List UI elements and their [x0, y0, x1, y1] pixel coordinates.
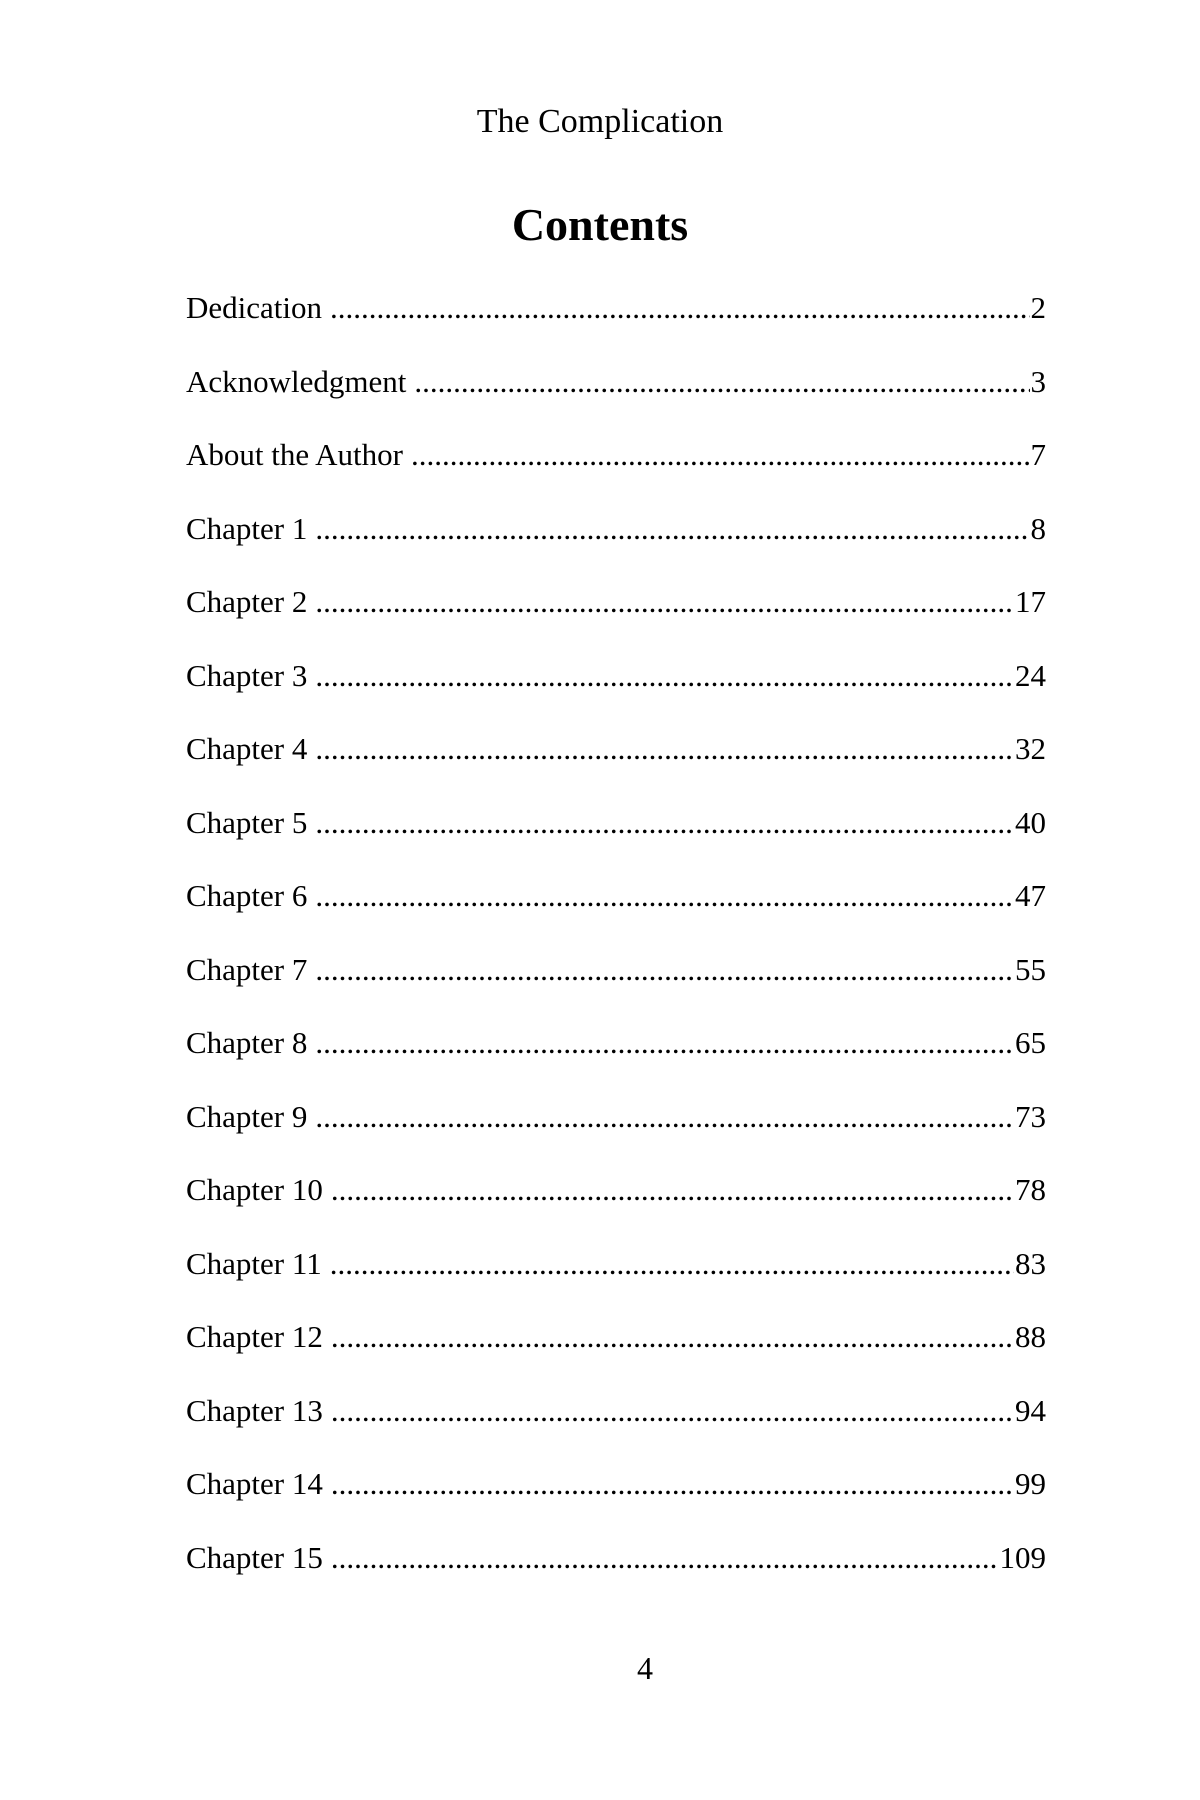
dot-leader: [330, 288, 1029, 328]
toc-entry-label: Chapter 13: [186, 1392, 323, 1428]
toc-entry[interactable]: [186, 1023, 1046, 1097]
dot-leader: [315, 1097, 1014, 1137]
toc-entry[interactable]: [186, 876, 1046, 950]
toc-entry-label: Acknowledgment: [186, 363, 407, 399]
toc-entry-page: 88: [1015, 1319, 1046, 1354]
running-header: The Complication: [476, 103, 724, 140]
dot-leader: [331, 1317, 1014, 1357]
dot-leader: [331, 1464, 1014, 1504]
toc-entry-page: 83: [1015, 1245, 1046, 1281]
dot-leader: [315, 729, 1014, 769]
dot-leader: [414, 362, 1029, 402]
toc-entry[interactable]: [186, 1464, 1046, 1538]
toc-entry[interactable]: [186, 656, 1046, 730]
toc-entry-label: Chapter 12: [186, 1319, 323, 1354]
toc-entry-label: Chapter 7: [186, 951, 308, 987]
toc-entry-label: Chapter 10: [186, 1172, 323, 1207]
toc-entry[interactable]: [186, 950, 1046, 1024]
toc-entry-page: 7: [1030, 437, 1046, 472]
table-of-contents: [186, 288, 1046, 1611]
dot-leader: [331, 1538, 999, 1578]
dot-leader: [315, 1023, 1014, 1063]
toc-entry[interactable]: [186, 509, 1046, 583]
dot-leader: [315, 509, 1029, 549]
dot-leader: [411, 435, 1030, 475]
toc-entry-page: 55: [1015, 951, 1046, 987]
toc-entry[interactable]: [186, 1170, 1046, 1244]
toc-entry-page: 109: [999, 1539, 1046, 1575]
dot-leader: [315, 582, 1014, 622]
toc-entry-label: About the Author: [186, 437, 403, 472]
dot-leader: [315, 656, 1014, 696]
toc-entry[interactable]: [186, 1097, 1046, 1171]
toc-entry-label: Chapter 5: [186, 804, 308, 840]
toc-entry-label: Chapter 6: [186, 878, 308, 913]
toc-entry-page: 32: [1015, 731, 1046, 766]
toc-entry[interactable]: [186, 362, 1046, 436]
toc-entry-page: 94: [1015, 1392, 1046, 1428]
toc-entry-page: 65: [1015, 1025, 1046, 1060]
toc-entry-page: 40: [1015, 804, 1046, 840]
toc-entry-page: 8: [1030, 510, 1046, 546]
dot-leader: [330, 1244, 1014, 1284]
dot-leader: [315, 950, 1014, 990]
dot-leader: [315, 803, 1014, 843]
toc-entry[interactable]: [186, 1244, 1046, 1318]
toc-entry-label: Chapter 1: [186, 510, 308, 546]
toc-entry-label: Chapter 8: [186, 1025, 308, 1060]
toc-entry[interactable]: [186, 803, 1046, 877]
dot-leader: [331, 1170, 1014, 1210]
toc-entry[interactable]: [186, 288, 1046, 362]
toc-entry-label: Chapter 15: [186, 1539, 323, 1575]
toc-entry-label: Chapter 11: [186, 1245, 322, 1281]
dot-leader: [331, 1391, 1014, 1431]
toc-entry-label: Chapter 4: [186, 731, 308, 766]
toc-entry-page: 99: [1015, 1466, 1046, 1501]
toc-entry-label: Chapter 2: [186, 584, 308, 619]
page-number: 4: [637, 1650, 653, 1686]
toc-entry[interactable]: [186, 1538, 1046, 1612]
toc-entry-page: 17: [1015, 584, 1046, 619]
toc-entry-page: 73: [1015, 1098, 1046, 1134]
toc-entry[interactable]: [186, 1317, 1046, 1391]
toc-entry-page: 47: [1015, 878, 1046, 913]
toc-entry[interactable]: [186, 1391, 1046, 1465]
toc-entry-label: Chapter 3: [186, 657, 308, 693]
toc-entry-page: 78: [1015, 1172, 1046, 1207]
toc-entry-label: Chapter 14: [186, 1466, 323, 1501]
toc-entry-label: Dedication: [186, 290, 323, 325]
contents-heading: Contents: [511, 199, 689, 250]
dot-leader: [315, 876, 1014, 916]
toc-entry-page: 24: [1015, 657, 1046, 693]
toc-entry-label: Chapter 9: [186, 1098, 308, 1134]
toc-entry-page: 2: [1030, 290, 1046, 325]
toc-entry-page: 3: [1030, 363, 1046, 399]
toc-entry[interactable]: [186, 729, 1046, 803]
toc-entry[interactable]: [186, 582, 1046, 656]
toc-entry[interactable]: [186, 435, 1046, 509]
